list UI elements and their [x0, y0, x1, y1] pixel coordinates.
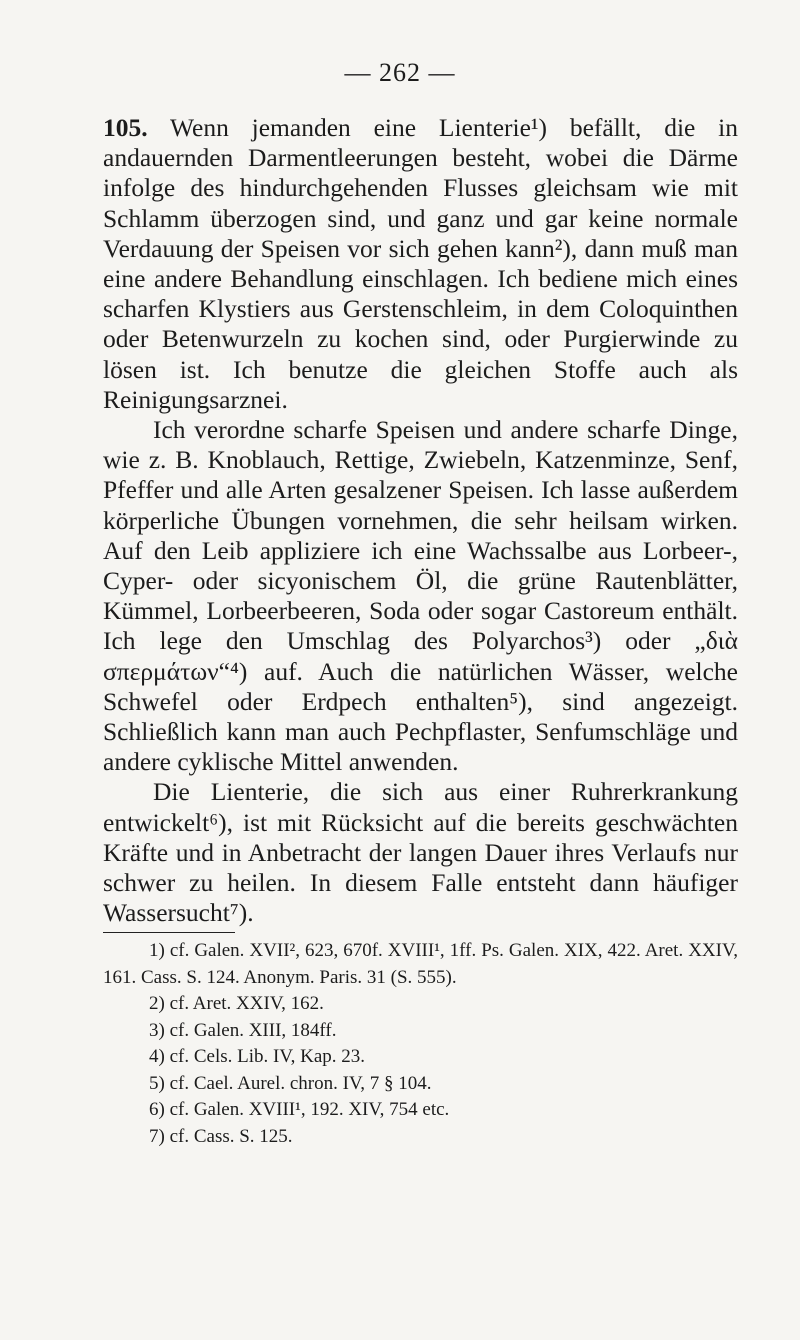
footnote-1: 1) cf. Galen. XVII², 623, 670f. XVIII¹, 1ff. Ps. Galen. XIX, 422. Aret. XXIV, 161. Cass. S. 124. Anonym. Paris. 31 (S. 555). — [103, 940, 738, 988]
paragraph-105 — [103, 113, 738, 415]
footnote-3: 3) cf. Galen. XIII, 184ff. — [149, 1019, 337, 1041]
paragraph-text: Wenn jemanden eine Lienterie¹) befällt, die in andauernden Darmentleerungen besteht, wobei die Därme infolge des hindurchgehenden Flusses gleichsam wie mit Schlamm überzogen sind, und ganz und gar keine normale Verdauung der Speisen vor sich gehen kann²), dann muß man eine andere Behandlung einschlagen. Ich bediene mich eines scharfen Klystiers aus Gerstenschleim, in dem Coloquinthen oder Betenwurzeln zu kochen sind, oder Purgierwinde zu lösen ist. Ich benutze die gleichen Stoffe auch als Reinigungsarznei. — [103, 113, 738, 414]
paragraph-3: Die Lienterie, die sich aus einer Ruhrerkrankung entwickelt⁶), ist mit Rücksicht auf die bereits geschwächten Kräfte und in Anbetracht der langen Dauer ihres Verlaufs nur schwer zu heilen. In diesem Falle entsteht dann häufiger Wassersucht⁷). — [103, 777, 738, 928]
main-text — [103, 113, 738, 928]
footnote-divider — [103, 932, 235, 933]
footnote-5: 5) cf. Cael. Aurel. chron. IV, 7 § 104. — [149, 1072, 432, 1094]
section-number: 105. — [103, 113, 148, 142]
footnote-2: 2) cf. Aret. XXIV, 162. — [149, 993, 324, 1014]
footnote-7: 7) cf. Cass. S. 125. — [149, 1125, 293, 1147]
footnote-4: 4) cf. Cels. Lib. IV, Kap. 23. — [149, 1046, 366, 1067]
footnote-6: 6) cf. Galen. XVIII¹, 192. XIV, 754 etc. — [149, 1099, 450, 1120]
footnotes — [103, 938, 738, 1150]
page-number: — 262 — — [344, 58, 456, 87]
paragraph-2: Ich verordne scharfe Speisen und andere scharfe Dinge, wie z. B. Knoblauch, Rettige, Zwiebeln, Katzenminze, Senf, Pfeffer und alle Arten gesalzener Speisen. Ich lasse außerdem körperliche Übungen vornehmen, die sehr heilsam wirken. Auf den Leib appliziere ich eine Wachssalbe aus Lorbeer-, Cyper- oder sicyonischem Öl, die grüne Rautenblätter, Kümmel, Lorbeerbeeren, Soda oder sogar Castoreum enthält. Ich lege den Umschlag des Polyarchos³) oder „διὰ σπερμάτων“⁴) auf. Auch die natürlichen Wässer, welche Schwefel oder Erdpech enthalten⁵), sind angezeigt. Schließlich kann man auch Pechpflaster, Senfumschläge und andere cyklische Mittel anwenden. — [103, 415, 738, 777]
